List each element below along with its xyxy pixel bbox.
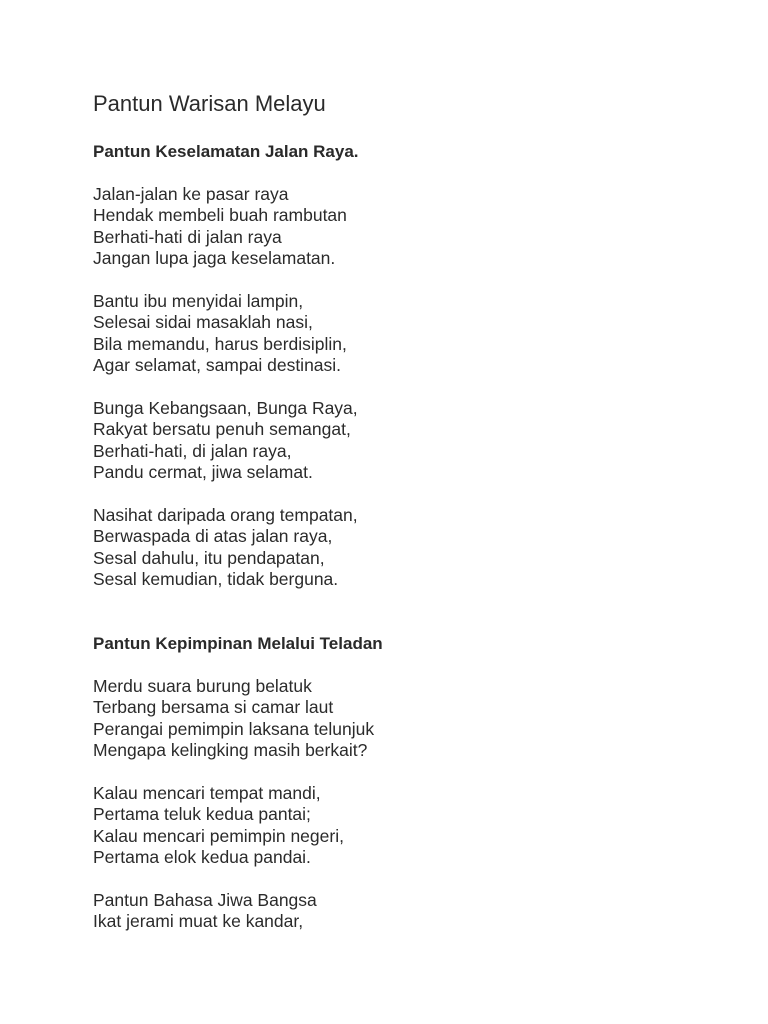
verse-line: Jalan-jalan ke pasar raya <box>93 184 289 204</box>
verse-line: Berhati-hati, di jalan raya, <box>93 440 292 461</box>
stanza <box>93 184 347 270</box>
verse-line: Berhati-hati di jalan raya <box>93 226 282 247</box>
verse-line: Mengapa kelingking masih berkait? <box>93 740 368 761</box>
verse-line: Agar selamat, sampai destinasi. <box>93 355 342 376</box>
verse-line: Selesai sidai masaklah nasi, <box>93 312 313 333</box>
section-heading-keselamatan: Pantun Keselamatan Jalan Raya. <box>93 142 359 161</box>
verse-line: Bila memandu, harus berdisiplin, <box>93 333 347 354</box>
verse-line: Bantu ibu menyidai lampin, <box>93 291 304 311</box>
verse-line: Nasihat daripada orang tempatan, <box>93 505 358 525</box>
document-title: Pantun Warisan Melayu <box>93 91 326 116</box>
verse-line: Kalau mencari pemimpin negeri, <box>93 825 344 846</box>
verse-line: Merdu suara burung belatuk <box>93 676 312 696</box>
section-heading-kepimpinan: Pantun Kepimpinan Melalui Teladan <box>93 634 383 653</box>
verse-line: Bunga Kebangsaan, Bunga Raya, <box>93 398 358 418</box>
stanza <box>93 890 317 933</box>
verse-line: Berwaspada di atas jalan raya, <box>93 526 333 547</box>
verse-line: Perangai pemimpin laksana telunjuk <box>93 718 375 739</box>
verse-line: Terbang bersama si camar laut <box>93 697 334 718</box>
verse-line: Pertama teluk kedua pantai; <box>93 804 311 825</box>
stanza <box>93 505 358 591</box>
verse-line: Pertama elok kedua pandai. <box>93 847 311 868</box>
stanza <box>93 783 344 869</box>
stanza <box>93 398 358 484</box>
verse-line: Pantun Bahasa Jiwa Bangsa <box>93 890 317 910</box>
stanza <box>93 291 347 377</box>
verse-line: Ikat jerami muat ke kandar, <box>93 911 304 932</box>
stanza <box>93 676 374 762</box>
verse-line: Sesal kemudian, tidak berguna. <box>93 569 339 590</box>
verse-line: Sesal dahulu, itu pendapatan, <box>93 547 325 568</box>
verse-line: Rakyat bersatu penuh semangat, <box>93 419 351 440</box>
verse-line: Pandu cermat, jiwa selamat. <box>93 462 313 483</box>
verse-line: Hendak membeli buah rambutan <box>93 205 347 226</box>
verse-line: Kalau mencari tempat mandi, <box>93 783 321 803</box>
verse-line: Jangan lupa jaga keselamatan. <box>93 248 336 269</box>
